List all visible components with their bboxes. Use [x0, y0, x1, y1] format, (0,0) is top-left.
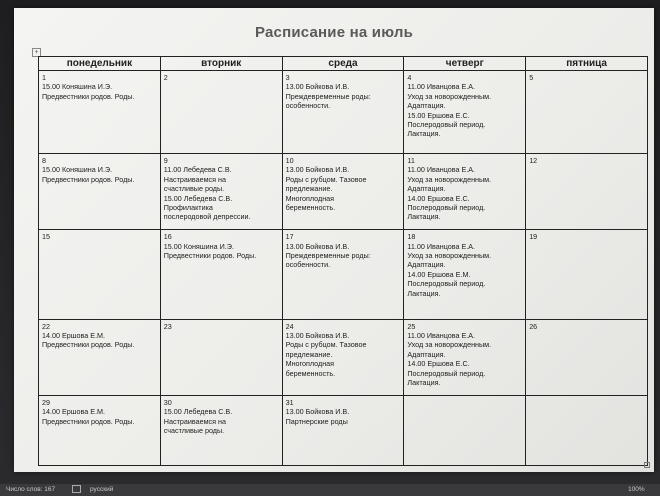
- event-line: Лактация.: [407, 212, 441, 222]
- event-line: особенности.: [285, 260, 331, 270]
- event-line: Послеродовый период.: [407, 202, 486, 212]
- event-line: Предвестники родов. Роды.: [42, 416, 135, 426]
- event-line: Предвестники родов. Роды.: [42, 174, 135, 184]
- day-cell-tuesday[interactable]: [160, 230, 282, 319]
- day-number: 3: [285, 73, 290, 82]
- status-bar: [0, 484, 660, 496]
- event-line: Преждевременные роды:: [285, 251, 371, 261]
- day-number: 22: [42, 321, 50, 331]
- event-line: 11.00 Иванцова Е.А.: [407, 331, 476, 341]
- day-number: 31: [285, 397, 294, 407]
- day-cell-tuesday[interactable]: [160, 71, 282, 154]
- day-cell-thursday[interactable]: [404, 153, 526, 229]
- event-line: Предвестники родов. Роды.: [42, 340, 135, 350]
- event-line: 11.00 Иванцова Е.А.: [407, 241, 476, 251]
- day-cell-tuesday[interactable]: [160, 395, 282, 465]
- event-line: Адаптация.: [407, 101, 446, 111]
- week-row: [39, 230, 648, 319]
- day-cell-thursday[interactable]: [404, 230, 526, 319]
- event-line: Предвестники родов. Роды.: [163, 251, 257, 261]
- event-line: Послеродовый период.: [407, 279, 486, 289]
- event-line: Профилактика: [163, 202, 213, 212]
- event-line: Многоплодная: [285, 193, 335, 203]
- event-line: 13.00 Бойкова И.В.: [285, 241, 350, 251]
- event-line: особенности.: [285, 101, 331, 111]
- document-page: [14, 8, 654, 472]
- header-thursday: четверг: [404, 57, 526, 71]
- event-line: счастливые роды.: [163, 184, 225, 194]
- event-line: 14.00 Ершова Е.М.: [42, 407, 106, 417]
- event-line: предлежание.: [285, 184, 333, 194]
- event-line: предлежание.: [285, 349, 333, 359]
- day-cell-monday[interactable]: [39, 319, 161, 395]
- day-number: 26: [529, 321, 538, 331]
- day-number: 5: [529, 73, 534, 82]
- event-line: беременность.: [285, 368, 336, 378]
- event-line: счастливые роды.: [163, 426, 225, 436]
- event-line: Адаптация.: [407, 184, 446, 194]
- event-line: беременность.: [285, 202, 336, 212]
- event-line: 14.00 Ершова Е.М.: [407, 269, 471, 279]
- event-line: Уход за новорожденным.: [407, 340, 492, 350]
- event-line: Многоплодная: [285, 359, 335, 369]
- zoom-level[interactable]: 100%: [628, 486, 645, 493]
- event-line: Преждевременные роды:: [285, 91, 371, 101]
- event-line: Роды с рубцом. Тазовое: [285, 174, 367, 184]
- event-line: 14.00 Ершова Е.С.: [407, 193, 470, 203]
- day-number: 16: [163, 232, 172, 242]
- header-tuesday: вторник: [160, 57, 282, 71]
- event-line: послеродовой депрессии.: [163, 212, 251, 222]
- day-number: 23: [163, 321, 172, 331]
- day-cell-thursday[interactable]: [404, 71, 526, 154]
- event-line: 13.00 Бойкова И.В.: [285, 407, 350, 417]
- event-line: Адаптация.: [407, 349, 446, 359]
- event-line: Послеродовый период.: [407, 368, 486, 378]
- event-line: 15.00 Лебедева С.В.: [163, 193, 233, 203]
- schedule-table: [38, 56, 648, 466]
- event-line: Партнерские роды: [285, 416, 348, 426]
- event-line: Лактация.: [407, 288, 441, 298]
- week-row: [39, 395, 648, 465]
- week-row: [39, 319, 648, 395]
- day-cell-friday[interactable]: [526, 319, 648, 395]
- day-cell-tuesday[interactable]: [160, 319, 282, 395]
- day-number: 25: [407, 321, 416, 331]
- day-number: 30: [163, 397, 172, 407]
- day-cell-thursday[interactable]: [404, 395, 526, 465]
- event-line: 14.00 Ершова Е.М.: [42, 331, 106, 341]
- day-cell-monday[interactable]: [39, 153, 161, 229]
- week-row: [39, 153, 648, 229]
- day-number: 4: [407, 73, 412, 82]
- language-indicator[interactable]: русский: [90, 486, 114, 493]
- day-cell-thursday[interactable]: [404, 319, 526, 395]
- day-cell-tuesday[interactable]: [160, 153, 282, 229]
- event-line: 15.00 Коняшина И.Э.: [42, 82, 113, 92]
- day-number: 29: [42, 397, 50, 407]
- event-line: 11.00 Иванцова Е.А.: [407, 165, 476, 175]
- event-line: Лактация.: [407, 378, 441, 388]
- event-line: 13.00 Бойкова И.В.: [285, 82, 350, 92]
- day-number: 19: [529, 232, 538, 242]
- event-line: 11.00 Иванцова Е.А.: [407, 82, 476, 92]
- table-move-handle-icon[interactable]: +: [32, 48, 41, 57]
- day-cell-wednesday[interactable]: [282, 395, 404, 465]
- proofing-icon[interactable]: [72, 484, 84, 496]
- day-number: 2: [163, 73, 168, 82]
- event-line: Лактация.: [407, 129, 441, 139]
- event-line: 15.00 Коняшина И.Э.: [42, 165, 113, 175]
- event-line: Предвестники родов. Роды.: [42, 91, 135, 101]
- day-cell-friday[interactable]: [526, 153, 648, 229]
- event-line: Уход за новорожденным.: [407, 251, 492, 261]
- event-line: 15.00 Коняшина И.Э.: [163, 241, 234, 251]
- table-resize-handle-icon[interactable]: [644, 462, 650, 468]
- day-cell-friday[interactable]: [526, 230, 648, 319]
- event-line: Адаптация.: [407, 260, 446, 270]
- word-count[interactable]: Число слов: 167: [6, 486, 56, 493]
- day-number: 10: [285, 155, 294, 165]
- document-title: Расписание на июль: [254, 24, 413, 41]
- header-friday: пятница: [526, 57, 648, 71]
- day-number: 8: [42, 155, 46, 165]
- day-cell-wednesday[interactable]: [282, 319, 404, 395]
- day-number: 15: [42, 232, 50, 242]
- day-cell-monday[interactable]: [39, 230, 161, 319]
- day-cell-wednesday[interactable]: [282, 230, 404, 319]
- day-number: 17: [285, 232, 294, 242]
- event-line: Уход за новорожденным.: [407, 91, 492, 101]
- event-line: Послеродовый период.: [407, 120, 486, 130]
- event-line: 15.00 Лебедева С.В.: [163, 407, 233, 417]
- day-number: 24: [285, 321, 294, 331]
- day-cell-wednesday[interactable]: [282, 71, 404, 154]
- day-cell-friday[interactable]: [526, 71, 648, 154]
- day-number: 12: [529, 155, 538, 165]
- event-line: Уход за новорожденным.: [407, 174, 492, 184]
- day-cell-wednesday[interactable]: [282, 153, 404, 229]
- week-row: [39, 71, 648, 154]
- header-row: [39, 57, 648, 71]
- event-line: 13.00 Бойкова И.В.: [285, 165, 350, 175]
- day-cell-monday[interactable]: [39, 71, 161, 154]
- event-line: Настраиваемся на: [163, 416, 227, 426]
- event-line: Настраиваемся на: [163, 174, 227, 184]
- day-number: 9: [163, 155, 168, 165]
- event-line: 14.00 Ершова Е.С.: [407, 359, 470, 369]
- event-line: Роды с рубцом. Тазовое: [285, 340, 367, 350]
- day-cell-friday[interactable]: [526, 395, 648, 465]
- event-line: 13.00 Бойкова И.В.: [285, 331, 350, 341]
- event-line: 11.00 Лебедева С.В.: [163, 165, 232, 175]
- header-monday: понедельник: [39, 57, 161, 71]
- day-cell-monday[interactable]: [39, 395, 161, 465]
- event-line: 15.00 Ершова Е.С.: [407, 110, 470, 120]
- day-number: 1: [42, 73, 46, 82]
- day-number: 18: [407, 232, 416, 242]
- day-number: 11: [407, 155, 415, 165]
- header-wednesday: среда: [282, 57, 404, 71]
